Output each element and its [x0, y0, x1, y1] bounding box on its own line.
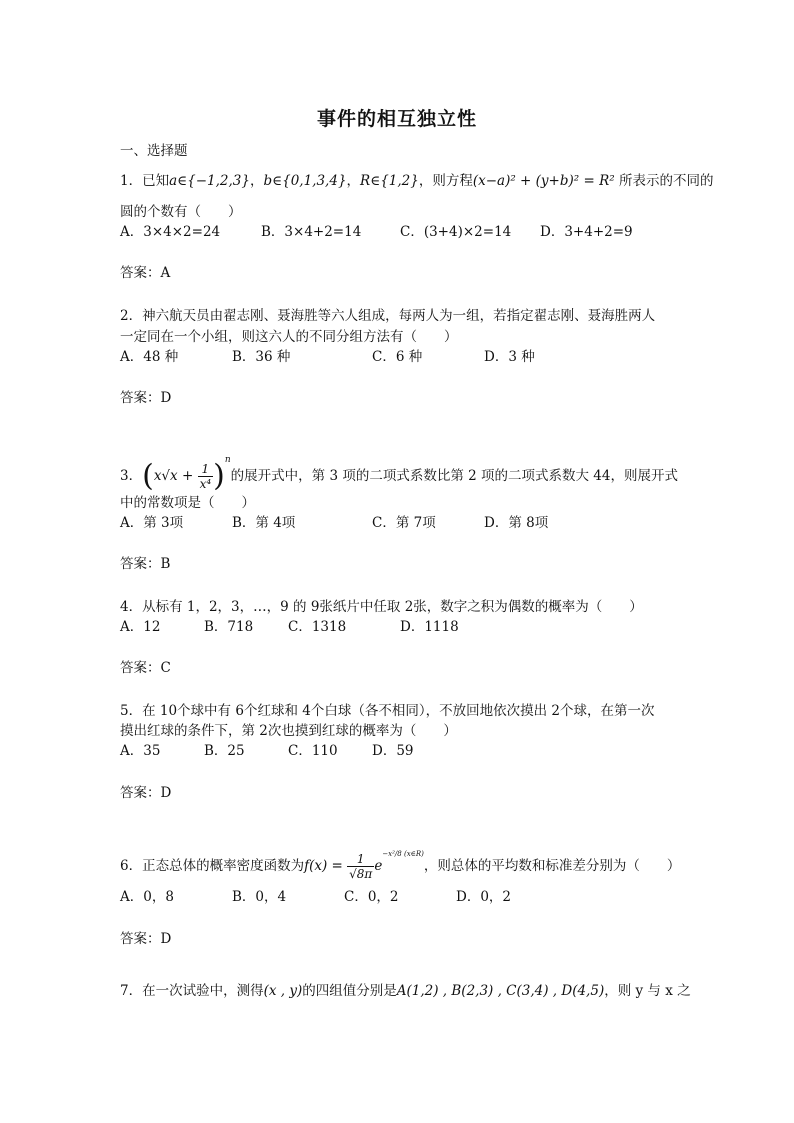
q6-prefix: 6．正态总体的概率密度函数为 — [120, 858, 305, 874]
page-title: 事件的相互独立性 — [316, 108, 477, 130]
q1-answer: 答案：A — [120, 265, 171, 281]
q5-option-d: D．59 — [372, 743, 414, 759]
q2-option-a: A．48 种 — [120, 349, 179, 365]
q5-line2: 摸出红球的条件下，第 2次也摸到红球的概率为（ ） — [120, 723, 457, 739]
q7-prefix: 7．在一次试验中，测得 — [120, 983, 264, 999]
q4-answer: 答案：C — [120, 660, 171, 676]
q1-suffix: 所表示的不同的 — [618, 173, 714, 189]
q6-fraction — [347, 852, 374, 881]
q3-line1: 3．(x√x + $\frac{1}{\text{x⁴}}$ )$^n$的展开式中，第 3 项的二项式系数比第 2 项的二项式系数大 44，则展开式 — [120, 455, 678, 494]
q2-line1: 2．神六航天员由翟志刚、聂海胜等六人组成，每两人为一组，若指定翟志刚、聂海胜两人 — [120, 308, 656, 324]
q3-option-a: A．第 3项 — [120, 515, 184, 531]
q3-option-d: D．第 8项 — [484, 515, 549, 531]
q6-suffix: ，则总体的平均数和标准差分别为（ ） — [423, 858, 681, 874]
q1-option-a: A．3×4×2=24 — [120, 224, 221, 240]
q7-mid: 的四组值分别是 — [302, 983, 397, 999]
q1-option-b: B．3×4+2=14 — [261, 224, 362, 240]
q6-line1: 6．正态总体的概率密度函数为f(x) = $\frac{1}{√8\pi}$ $e^{-x^2/8 (x\in R)}$，则总体的平均数和标准差分别为（ ） — [120, 850, 681, 881]
q6-frac-num: 1 — [347, 852, 374, 867]
q4-option-c: C．1318 — [288, 619, 347, 635]
q5-option-a: A．35 — [120, 743, 161, 759]
q3-frac-den: x⁴ — [199, 477, 212, 491]
q1-equation: (x−a)² + (y+b)² = R² — [472, 173, 615, 189]
q2-line2: 一定同在一个小组，则这六人的不同分组方法有（ ） — [120, 329, 458, 345]
q3-frac-num: 1 — [198, 462, 214, 477]
q3-number: 3． — [120, 468, 143, 484]
q7-suffix: ，则 y 与 x 之 — [604, 983, 691, 999]
q3-option-c: C．第 7项 — [372, 515, 436, 531]
q3-answer: 答案：B — [120, 556, 171, 572]
q7-points: A(1,2) , B(2,3) , C(3,4) , D(4,5) — [396, 983, 605, 999]
q2-answer: 答案：D — [120, 390, 172, 406]
q3-option-b: B．第 4项 — [232, 515, 296, 531]
q6-option-c: C．0，2 — [344, 889, 399, 905]
q4-line1: 4．从标有 1，2，3，…，9 的 9张纸片中任取 2张，数字之积为偶数的概率为（ ） — [120, 599, 643, 615]
q7-line1 — [120, 982, 691, 1000]
q3-expr-base: x√x — [153, 468, 178, 484]
q3-line1-rest: 的展开式中，第 3 项的二项式系数比第 2 项的二项式系数大 44，则展开式 — [230, 468, 678, 484]
q7-pair: (x , y) — [263, 983, 303, 999]
q1-mid: ，则方程 — [418, 173, 473, 189]
q3-fraction — [198, 462, 214, 491]
q5-option-c: C．110 — [288, 743, 338, 759]
q6-option-a: A．0，8 — [120, 889, 174, 905]
q3-exponent: n — [224, 455, 231, 465]
q2-option-b: B．36 种 — [232, 349, 291, 365]
q5-line1: 5．在 10个球中有 6个红球和 4个白球（各不相同），不放回地依次摸出 2个球，在第一次 — [120, 703, 655, 719]
q1-set-b: b∈{0,1,3,4} — [263, 173, 347, 189]
q5-option-b: B．25 — [204, 743, 245, 759]
q1-prefix: 1．已知 — [120, 173, 170, 189]
q6-option-d: D．0，2 — [456, 889, 512, 905]
section-heading: 一、选择题 — [120, 143, 188, 159]
q6-frac-den: √8π — [349, 867, 373, 881]
q1-line2: 圆的个数有（ ） — [120, 204, 242, 220]
q6-answer: 答案：D — [120, 931, 172, 947]
q1-set-r: R∈{1,2} — [360, 173, 419, 189]
q1-option-d: D．3+4+2=9 — [540, 224, 633, 240]
q3-paren-open: ( — [142, 458, 154, 494]
q6-function: f(x) = — [304, 858, 343, 874]
q6-exponent: −x²/8 (x∈R) — [382, 850, 424, 858]
q6-option-b: B．0，4 — [232, 889, 287, 905]
q4-option-d: D．1118 — [400, 619, 459, 635]
q1-line1: 1．已知a∈{−1,2,3}，b∈{0,1,3,4}，R∈{1,2}，则方程(x−a)² + (y+b)² = R² 所表示的不同的 — [120, 173, 714, 189]
q2-option-c: C．6 种 — [372, 349, 423, 365]
q1-set-a: a∈{−1,2,3} — [169, 173, 250, 189]
q2-option-d: D．3 种 — [484, 349, 535, 365]
q1-option-c: C．(3+4)×2=14 — [400, 224, 512, 240]
q3-paren-close: ) — [213, 458, 225, 494]
q4-option-a: A．12 — [120, 619, 161, 635]
q3-line2: 中的常数项是（ ） — [120, 495, 255, 511]
q4-option-b: B．718 — [204, 619, 254, 635]
q5-answer: 答案：D — [120, 785, 172, 801]
